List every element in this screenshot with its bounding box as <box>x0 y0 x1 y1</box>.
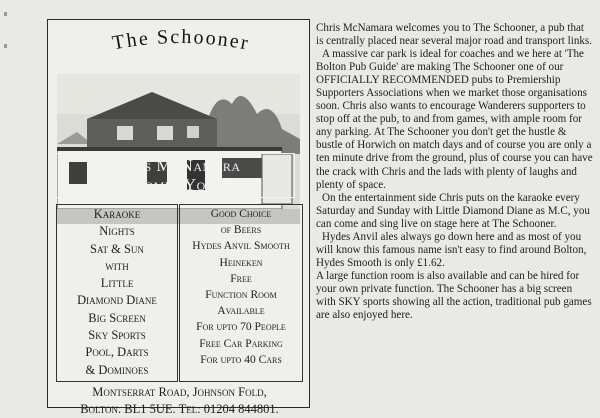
list-item: Diamond Diane <box>77 293 157 308</box>
article-paragraph: Hydes Anvil ales always go down here and as most of you will know this famous name isn't easy to find around Bolton, Hydes Smooth is only £1.62. <box>316 230 587 269</box>
pub-title-arc <box>48 20 311 80</box>
entertainment-box <box>56 204 178 382</box>
list-item: Pool, Darts <box>85 345 149 360</box>
banner-line-1: Chris McNamara <box>110 156 241 175</box>
pub-photo <box>57 74 300 224</box>
list-item: For upto 40 Cars <box>200 353 282 366</box>
article-paragraph: On the entertainment side Chris puts on the karaoke every Saturday and Sunday with Little Diamond Diane as M.C, you can come and sing live on stage here at The Schooner. <box>316 191 590 230</box>
binder-hole <box>4 44 7 48</box>
address-line-2: Bolton. BL1 5UE. Tel: 01204 844801. <box>80 402 279 416</box>
address <box>56 384 303 418</box>
pub-title: The Schooner <box>110 25 252 55</box>
article-paragraph: Chris McNamara welcomes you to The Schooner, a pub that is centrally placed near several major road and transport links. <box>316 22 593 48</box>
list-item: Hydes Anvil Smooth <box>192 240 290 253</box>
list-item: Sky Sports <box>88 328 146 343</box>
welcome-banner <box>56 153 295 198</box>
list-item: Little <box>100 276 134 291</box>
article-paragraph: A large function room is also available and can be hired for your own private function. The Schooner has a big screen with SKY sports showing all the action, traditional pub games are also enjoyed here. <box>316 269 592 322</box>
list-item: For upto 70 People <box>196 321 286 334</box>
list-item: & Dominoes <box>85 362 149 377</box>
pub-advertisement <box>47 19 310 416</box>
list-item: Good Choice <box>210 208 272 220</box>
list-item: Free <box>230 272 252 285</box>
list-item: with <box>105 258 129 273</box>
facilities-box <box>179 204 303 382</box>
banner-line-2: Welcomes You All <box>103 175 248 194</box>
list-item: Big Screen <box>88 310 146 325</box>
list-item: Sat & Sun <box>90 241 144 256</box>
address-line-1: Montserrat Road, Johnson Fold, <box>92 385 267 399</box>
list-item: Function Room <box>205 289 277 302</box>
list-item: of Beers <box>220 224 262 237</box>
list-item: Free Car Parking <box>199 337 283 350</box>
article-text <box>316 22 594 322</box>
list-item: Available <box>217 305 265 318</box>
list-item: Karaoke <box>93 207 141 221</box>
list-item: Heineken <box>219 256 263 269</box>
binder-hole <box>4 12 7 16</box>
list-item: Nights <box>99 224 135 239</box>
article-paragraph: A massive car park is ideal for coaches and we here at 'The Bolton Pub Guide' are making The Schooner one of our OFFICIALLY RECOMMENDED pubs to Premiership Supporters Associations when we market those organisations soon. Chris also wants to encourage Wanderers supporters to stop off at the pub, to and from games, with ample room for any parking. At The Schooner you don't get the hustle & bustle of Horwich on match days and of course you are only a ten minute drive from the ground, plus of course you can have the crack with Chris and the lads with plenty of laughs and plenty of space. <box>316 48 593 191</box>
svg-text:The Schooner <box>111 26 252 55</box>
